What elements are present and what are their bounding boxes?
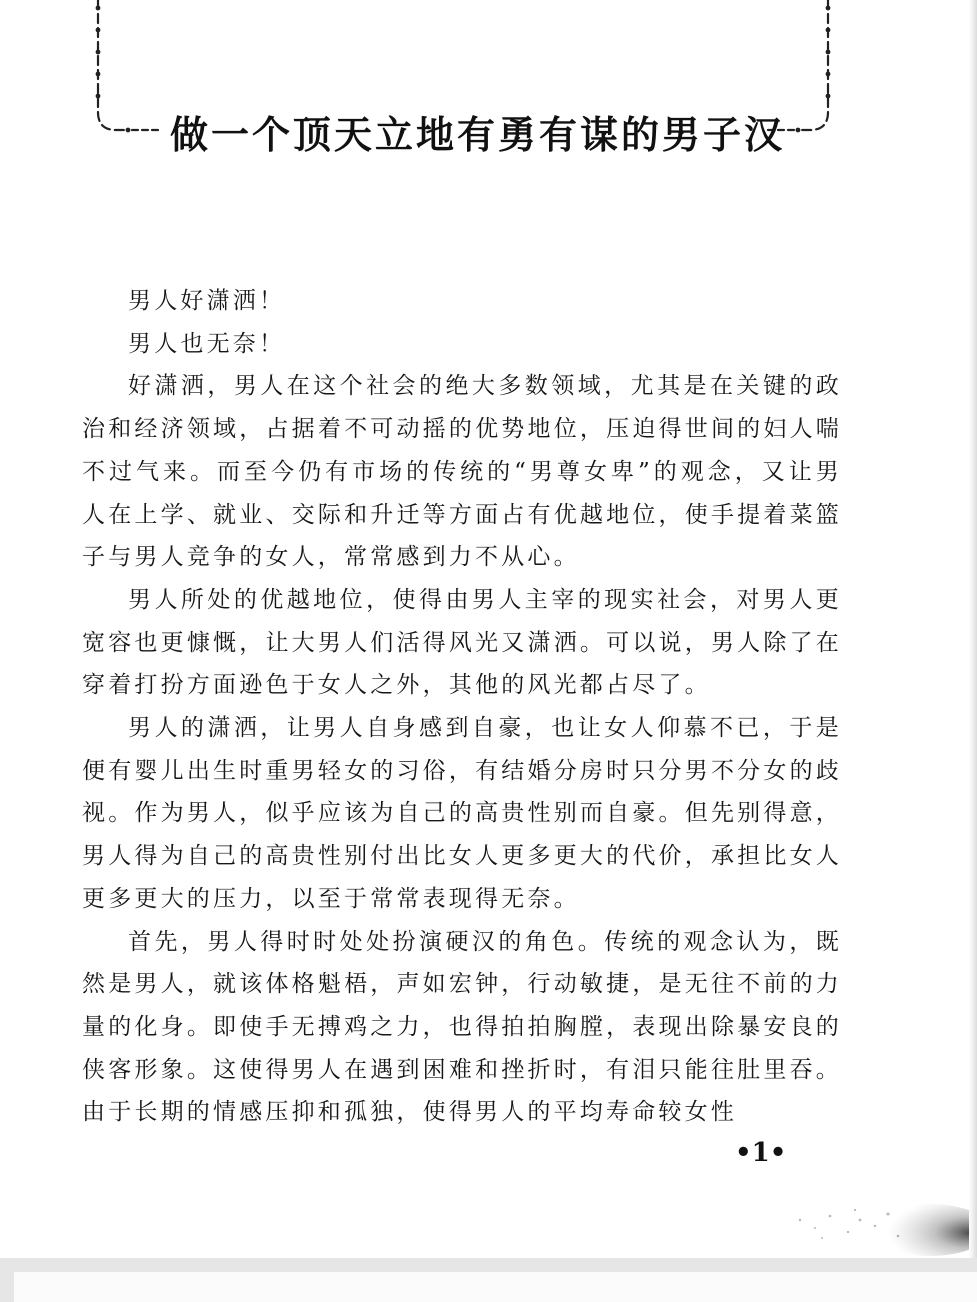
paragraph-3: 好潇洒，男人在这个社会的绝大多数领域，尤其是在关键的政治和经济领域，占据着不可动摇的优势地位，压迫得世间的妇人喘不过气来。而至今仍有市场的传统的“男尊女卑”的观念，又让男人在上学、就业、交际和升迁等方面占有优越地位，使手提着菜篮子与男人竞争的女人，常常感到力不从心。 (82, 373, 842, 571)
paragraph-1: 男人好潇洒！ (128, 288, 286, 314)
paragraph-6: 首先，男人得时时处处扮演硬汉的角色。传统的观念认为，既然是男人，就该体格魁梧，声如宏钟，行动敏捷，是无往不前的力量的化身。即使手无搏鸡之力，也得拍拍胸膛，表现出除暴安良的侠客形象。这使得男人在遇到困难和挫折时，有泪只能往肚里吞。由于长期的情感压抑和孤独，使得男人的平均寿命较女性 (82, 928, 842, 1126)
scan-smudge (760, 1190, 970, 1258)
page-number: •1• (735, 1138, 787, 1168)
paragraph-5: 男人的潇洒，让男人自身感到自豪，也让女人仰慕不已，于是便有婴儿出生时重男轻女的习俗，有结婚分房时只分男不分女的歧视。作为男人，似乎应该为自己的高贵性别而自豪。但先别得意，男人得为自己的高贵性别付出比女人更多更大的代价，承担比女人更多更大的压力，以至于常常表现得无奈。 (82, 715, 842, 912)
paragraph-4: 男人所处的优越地位，使得由男人主宰的现实社会，对男人更宽容也更慷慨，让大男人们活得风光又潇洒。可以说，男人除了在穿着打扮方面逊色于女人之外，其他的风光都占尽了。 (82, 586, 842, 699)
page-gap (0, 1258, 977, 1302)
body-text (82, 280, 842, 1134)
next-page-edge (14, 1272, 977, 1302)
page-edge-shadow (969, 0, 977, 1258)
paragraph-2: 男人也无奈！ (128, 330, 286, 357)
chapter-heading: 做一个顶天立地有勇有谋的男子汉 (170, 112, 786, 157)
